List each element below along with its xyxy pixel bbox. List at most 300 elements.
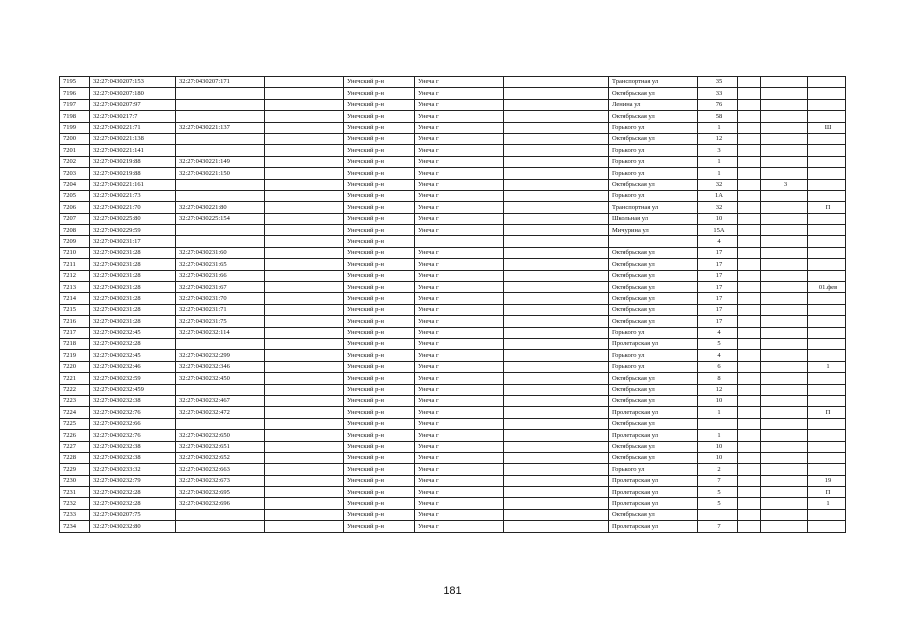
empty-cell	[504, 88, 609, 99]
empty-cell	[738, 190, 761, 201]
empty-cell	[738, 168, 761, 179]
row-number-cell: 7196	[60, 88, 90, 99]
house-number-cell: 4	[698, 236, 738, 247]
street-cell: Горького ул	[609, 156, 698, 167]
extra-cell	[761, 99, 808, 110]
linked-cadastral-number-cell: 32:27:0430207:171	[176, 77, 265, 88]
city-cell: Унеча г	[415, 179, 504, 190]
district-cell: Унечский р-н	[344, 111, 415, 122]
extra-cell	[761, 441, 808, 452]
empty-cell	[738, 111, 761, 122]
note-cell	[808, 111, 846, 122]
empty-cell	[738, 304, 761, 315]
note-cell	[808, 88, 846, 99]
empty-cell	[265, 498, 344, 509]
cadastral-number-cell: 32:27:0430232:38	[90, 395, 176, 406]
note-cell	[808, 418, 846, 429]
row-number-cell: 7208	[60, 225, 90, 236]
extra-cell	[761, 475, 808, 486]
street-cell: Октябрьская ул	[609, 441, 698, 452]
empty-cell	[504, 236, 609, 247]
row-number-cell: 7203	[60, 168, 90, 179]
table-row	[60, 384, 846, 395]
district-cell: Унечский р-н	[344, 384, 415, 395]
empty-cell	[738, 361, 761, 372]
empty-cell	[504, 521, 609, 532]
empty-cell	[265, 316, 344, 327]
empty-cell	[504, 202, 609, 213]
house-number-cell: 1	[698, 168, 738, 179]
city-cell: Унеча г	[415, 384, 504, 395]
table-row	[60, 475, 846, 486]
linked-cadastral-number-cell	[176, 509, 265, 520]
note-cell	[808, 190, 846, 201]
table-row	[60, 498, 846, 509]
row-number-cell: 7225	[60, 418, 90, 429]
district-cell: Унечский р-н	[344, 521, 415, 532]
empty-cell	[265, 452, 344, 463]
linked-cadastral-number-cell: 32:27:0430225:154	[176, 213, 265, 224]
street-cell: Пролетарская ул	[609, 407, 698, 418]
city-cell: Унеча г	[415, 509, 504, 520]
row-number-cell: 7224	[60, 407, 90, 418]
empty-cell	[265, 270, 344, 281]
table-row	[60, 225, 846, 236]
district-cell: Унечский р-н	[344, 350, 415, 361]
district-cell: Унечский р-н	[344, 213, 415, 224]
city-cell: Унеча г	[415, 350, 504, 361]
street-cell: Октябрьская ул	[609, 395, 698, 406]
district-cell: Унечский р-н	[344, 259, 415, 270]
house-number-cell: 33	[698, 88, 738, 99]
linked-cadastral-number-cell: 32:27:0430231:65	[176, 259, 265, 270]
city-cell: Унеча г	[415, 498, 504, 509]
street-cell: Школьная ул	[609, 213, 698, 224]
street-cell: Транспортная ул	[609, 202, 698, 213]
extra-cell	[761, 247, 808, 258]
empty-cell	[738, 247, 761, 258]
city-cell: Унеча г	[415, 407, 504, 418]
table-row	[60, 179, 846, 190]
table-row	[60, 77, 846, 88]
city-cell: Унеча г	[415, 247, 504, 258]
note-cell	[808, 304, 846, 315]
cadastral-number-cell: 32:27:0430232:45	[90, 350, 176, 361]
empty-cell	[504, 259, 609, 270]
city-cell: Унеча г	[415, 464, 504, 475]
district-cell: Унечский р-н	[344, 361, 415, 372]
empty-cell	[738, 373, 761, 384]
note-cell: 19	[808, 475, 846, 486]
table-row	[60, 521, 846, 532]
empty-cell	[504, 179, 609, 190]
city-cell: Унеча г	[415, 225, 504, 236]
row-number-cell: 7234	[60, 521, 90, 532]
cadastral-number-cell: 32:27:0430232:28	[90, 487, 176, 498]
table-row	[60, 441, 846, 452]
empty-cell	[504, 304, 609, 315]
empty-cell	[738, 156, 761, 167]
note-cell	[808, 270, 846, 281]
table-row	[60, 430, 846, 441]
table-row	[60, 247, 846, 258]
table-row	[60, 282, 846, 293]
empty-cell	[265, 99, 344, 110]
linked-cadastral-number-cell	[176, 384, 265, 395]
cadastral-number-cell: 32:27:0430232:28	[90, 498, 176, 509]
street-cell: Октябрьская ул	[609, 179, 698, 190]
empty-cell	[265, 236, 344, 247]
note-cell	[808, 327, 846, 338]
empty-cell	[504, 407, 609, 418]
empty-cell	[265, 145, 344, 156]
city-cell: Унеча г	[415, 418, 504, 429]
city-cell: Унеча г	[415, 213, 504, 224]
street-cell: Октябрьская ул	[609, 384, 698, 395]
city-cell: Унеча г	[415, 99, 504, 110]
table-row	[60, 190, 846, 201]
house-number-cell: 6	[698, 361, 738, 372]
empty-cell	[265, 304, 344, 315]
district-cell: Унечский р-н	[344, 179, 415, 190]
empty-cell	[504, 475, 609, 486]
street-cell: Горького ул	[609, 350, 698, 361]
table-row	[60, 350, 846, 361]
house-number-cell: 17	[698, 304, 738, 315]
row-number-cell: 7198	[60, 111, 90, 122]
street-cell: Пролетарская ул	[609, 487, 698, 498]
linked-cadastral-number-cell	[176, 133, 265, 144]
city-cell: Унеча г	[415, 133, 504, 144]
registry-table-body	[60, 77, 846, 533]
extra-cell	[761, 213, 808, 224]
note-cell	[808, 259, 846, 270]
district-cell: Унечский р-н	[344, 77, 415, 88]
house-number-cell: 4	[698, 327, 738, 338]
empty-cell	[265, 88, 344, 99]
cadastral-number-cell: 32:27:0430232:80	[90, 521, 176, 532]
extra-cell	[761, 156, 808, 167]
linked-cadastral-number-cell: 32:27:0430232:114	[176, 327, 265, 338]
empty-cell	[504, 316, 609, 327]
empty-cell	[738, 407, 761, 418]
house-number-cell: 32	[698, 179, 738, 190]
empty-cell	[265, 350, 344, 361]
extra-cell	[761, 384, 808, 395]
street-cell: Октябрьская ул	[609, 418, 698, 429]
city-cell: Унеча г	[415, 521, 504, 532]
row-number-cell: 7215	[60, 304, 90, 315]
district-cell: Унечский р-н	[344, 418, 415, 429]
city-cell: Унеча г	[415, 338, 504, 349]
empty-cell	[738, 122, 761, 133]
note-cell: П	[808, 407, 846, 418]
empty-cell	[265, 475, 344, 486]
row-number-cell: 7222	[60, 384, 90, 395]
district-cell: Унечский р-н	[344, 316, 415, 327]
empty-cell	[504, 395, 609, 406]
extra-cell	[761, 293, 808, 304]
empty-cell	[265, 327, 344, 338]
cadastral-number-cell: 32:27:0430231:28	[90, 316, 176, 327]
extra-cell	[761, 122, 808, 133]
extra-cell	[761, 509, 808, 520]
table-row	[60, 168, 846, 179]
row-number-cell: 7206	[60, 202, 90, 213]
row-number-cell: 7219	[60, 350, 90, 361]
house-number-cell: 3	[698, 145, 738, 156]
row-number-cell: 7221	[60, 373, 90, 384]
note-cell	[808, 225, 846, 236]
empty-cell	[265, 259, 344, 270]
district-cell: Унечский р-н	[344, 327, 415, 338]
cadastral-number-cell: 32:27:0430232:45	[90, 327, 176, 338]
table-row	[60, 202, 846, 213]
empty-cell	[265, 202, 344, 213]
table-row	[60, 361, 846, 372]
note-cell	[808, 509, 846, 520]
city-cell: Унеча г	[415, 282, 504, 293]
street-cell: Горького ул	[609, 327, 698, 338]
empty-cell	[738, 327, 761, 338]
cadastral-number-cell: 32:27:0430231:28	[90, 282, 176, 293]
note-cell	[808, 384, 846, 395]
linked-cadastral-number-cell: 32:27:0430231:67	[176, 282, 265, 293]
extra-cell	[761, 338, 808, 349]
city-cell: Унеча г	[415, 487, 504, 498]
extra-cell	[761, 168, 808, 179]
extra-cell	[761, 498, 808, 509]
empty-cell	[265, 441, 344, 452]
district-cell: Унечский р-н	[344, 304, 415, 315]
house-number-cell: 17	[698, 316, 738, 327]
empty-cell	[504, 338, 609, 349]
empty-cell	[265, 338, 344, 349]
table-row	[60, 316, 846, 327]
linked-cadastral-number-cell: 32:27:0430232:695	[176, 487, 265, 498]
city-cell: Унеча г	[415, 122, 504, 133]
table-row	[60, 452, 846, 463]
empty-cell	[738, 236, 761, 247]
empty-cell	[738, 509, 761, 520]
extra-cell	[761, 225, 808, 236]
street-cell: Октябрьская ул	[609, 282, 698, 293]
empty-cell	[738, 521, 761, 532]
empty-cell	[504, 168, 609, 179]
house-number-cell: 17	[698, 259, 738, 270]
empty-cell	[738, 475, 761, 486]
district-cell: Унечский р-н	[344, 145, 415, 156]
empty-cell	[265, 247, 344, 258]
linked-cadastral-number-cell	[176, 145, 265, 156]
street-cell: Октябрьская ул	[609, 452, 698, 463]
empty-cell	[504, 441, 609, 452]
district-cell: Унечский р-н	[344, 88, 415, 99]
linked-cadastral-number-cell: 32:27:0430231:60	[176, 247, 265, 258]
cadastral-number-cell: 32:27:0430219:88	[90, 168, 176, 179]
empty-cell	[504, 133, 609, 144]
city-cell: Унеча г	[415, 452, 504, 463]
district-cell: Унечский р-н	[344, 225, 415, 236]
extra-cell	[761, 430, 808, 441]
street-cell: Горького ул	[609, 122, 698, 133]
district-cell: Унечский р-н	[344, 190, 415, 201]
empty-cell	[504, 327, 609, 338]
note-cell	[808, 293, 846, 304]
street-cell: Октябрьская ул	[609, 111, 698, 122]
street-cell: Октябрьская ул	[609, 88, 698, 99]
street-cell: Пролетарская ул	[609, 338, 698, 349]
linked-cadastral-number-cell: 32:27:0430232:450	[176, 373, 265, 384]
extra-cell	[761, 327, 808, 338]
cadastral-number-cell: 32:27:0430221:71	[90, 122, 176, 133]
empty-cell	[738, 316, 761, 327]
linked-cadastral-number-cell	[176, 236, 265, 247]
empty-cell	[265, 384, 344, 395]
empty-cell	[504, 293, 609, 304]
linked-cadastral-number-cell	[176, 99, 265, 110]
empty-cell	[504, 156, 609, 167]
cadastral-number-cell: 32:27:0430225:80	[90, 213, 176, 224]
row-number-cell: 7229	[60, 464, 90, 475]
empty-cell	[504, 452, 609, 463]
cadastral-number-cell: 32:27:0430207:153	[90, 77, 176, 88]
row-number-cell: 7217	[60, 327, 90, 338]
extra-cell	[761, 77, 808, 88]
empty-cell	[504, 145, 609, 156]
city-cell: Унеча г	[415, 77, 504, 88]
table-row	[60, 145, 846, 156]
house-number-cell: 32	[698, 202, 738, 213]
table-row	[60, 293, 846, 304]
row-number-cell: 7195	[60, 77, 90, 88]
note-cell: П	[808, 202, 846, 213]
extra-cell	[761, 361, 808, 372]
house-number-cell: 10	[698, 452, 738, 463]
row-number-cell: 7231	[60, 487, 90, 498]
empty-cell	[265, 111, 344, 122]
linked-cadastral-number-cell: 32:27:0430231:75	[176, 316, 265, 327]
note-cell	[808, 168, 846, 179]
table-row	[60, 133, 846, 144]
row-number-cell: 7216	[60, 316, 90, 327]
house-number-cell: 10	[698, 441, 738, 452]
page-number: 181	[443, 585, 462, 597]
linked-cadastral-number-cell: 32:27:0430232:472	[176, 407, 265, 418]
empty-cell	[738, 384, 761, 395]
empty-cell	[265, 373, 344, 384]
row-number-cell: 7223	[60, 395, 90, 406]
empty-cell	[738, 498, 761, 509]
note-cell	[808, 521, 846, 532]
house-number-cell: 58	[698, 111, 738, 122]
note-cell	[808, 395, 846, 406]
empty-cell	[265, 464, 344, 475]
table-row	[60, 509, 846, 520]
street-cell: Октябрьская ул	[609, 270, 698, 281]
row-number-cell: 7227	[60, 441, 90, 452]
district-cell: Унечский р-н	[344, 338, 415, 349]
empty-cell	[504, 270, 609, 281]
row-number-cell: 7218	[60, 338, 90, 349]
house-number-cell: 8	[698, 373, 738, 384]
empty-cell	[738, 338, 761, 349]
cadastral-number-cell: 32:27:0430231:28	[90, 293, 176, 304]
empty-cell	[738, 213, 761, 224]
empty-cell	[504, 350, 609, 361]
linked-cadastral-number-cell	[176, 338, 265, 349]
empty-cell	[504, 111, 609, 122]
house-number-cell: 7	[698, 521, 738, 532]
empty-cell	[265, 77, 344, 88]
extra-cell	[761, 350, 808, 361]
cadastral-number-cell: 32:27:0430207:75	[90, 509, 176, 520]
note-cell: 01.фев	[808, 282, 846, 293]
extra-cell	[761, 259, 808, 270]
city-cell: Унеча г	[415, 361, 504, 372]
row-number-cell: 7233	[60, 509, 90, 520]
row-number-cell: 7212	[60, 270, 90, 281]
table-row	[60, 487, 846, 498]
city-cell: Унеча г	[415, 168, 504, 179]
empty-cell	[504, 498, 609, 509]
row-number-cell: 7210	[60, 247, 90, 258]
empty-cell	[504, 361, 609, 372]
row-number-cell: 7228	[60, 452, 90, 463]
city-cell: Унеча г	[415, 441, 504, 452]
empty-cell	[738, 259, 761, 270]
empty-cell	[504, 99, 609, 110]
street-cell: Пролетарская ул	[609, 475, 698, 486]
cadastral-number-cell: 32:27:0430232:28	[90, 338, 176, 349]
extra-cell	[761, 395, 808, 406]
district-cell: Унечский р-н	[344, 122, 415, 133]
city-cell: Унеча г	[415, 156, 504, 167]
table-row	[60, 338, 846, 349]
empty-cell	[504, 282, 609, 293]
linked-cadastral-number-cell	[176, 179, 265, 190]
street-cell: Октябрьская ул	[609, 247, 698, 258]
street-cell: Горького ул	[609, 464, 698, 475]
house-number-cell: 4	[698, 350, 738, 361]
empty-cell	[504, 430, 609, 441]
city-cell: Унеча г	[415, 111, 504, 122]
street-cell: Пролетарская ул	[609, 498, 698, 509]
cadastral-number-cell: 32:27:0430221:141	[90, 145, 176, 156]
house-number-cell: 10	[698, 395, 738, 406]
city-cell: Унеча г	[415, 475, 504, 486]
table-row	[60, 418, 846, 429]
house-number-cell: 5	[698, 338, 738, 349]
city-cell: Унеча г	[415, 145, 504, 156]
empty-cell	[265, 156, 344, 167]
note-cell: П	[808, 487, 846, 498]
empty-cell	[738, 202, 761, 213]
house-number-cell: 17	[698, 247, 738, 258]
empty-cell	[265, 225, 344, 236]
table-row	[60, 304, 846, 315]
note-cell	[808, 213, 846, 224]
cadastral-number-cell: 32:27:0430207:97	[90, 99, 176, 110]
empty-cell	[265, 213, 344, 224]
cadastral-number-cell: 32:27:0430232:38	[90, 452, 176, 463]
district-cell: Унечский р-н	[344, 452, 415, 463]
empty-cell	[504, 509, 609, 520]
empty-cell	[265, 168, 344, 179]
city-cell: Унеча г	[415, 88, 504, 99]
linked-cadastral-number-cell	[176, 521, 265, 532]
note-cell	[808, 430, 846, 441]
